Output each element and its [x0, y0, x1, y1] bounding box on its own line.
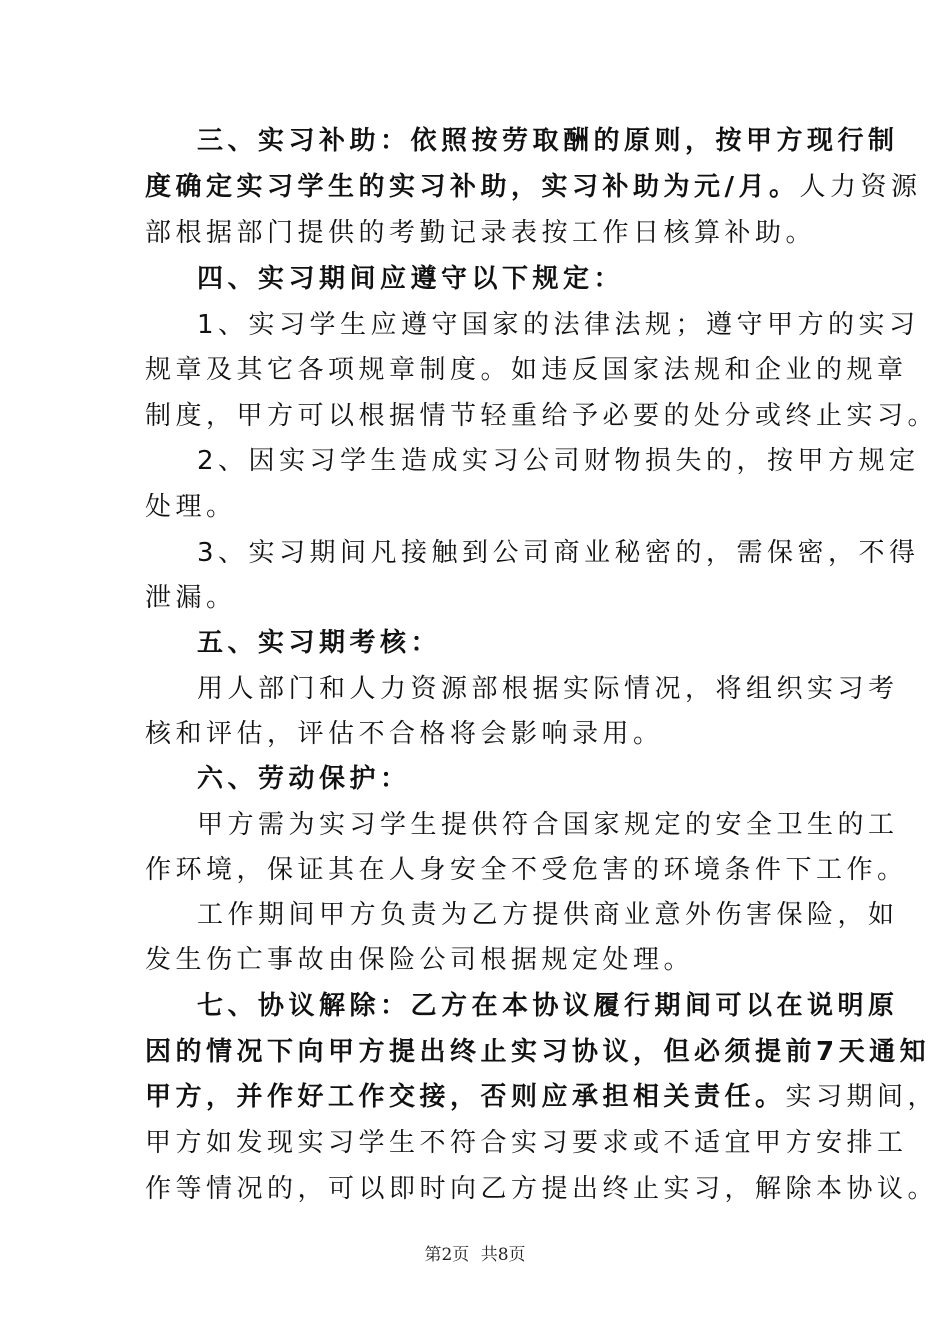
text-line: 工作期间甲方负责为乙方提供商业意外伤害保险，如 — [197, 900, 899, 930]
section-heading: 四、实习期间应遵守以下规定： — [197, 264, 625, 294]
text-line: 规章及其它各项规章制度。如违反国家法规和企业的规章 — [145, 355, 908, 385]
text-line: 处理。 — [145, 492, 237, 522]
text-line: 泄漏。 — [145, 583, 237, 613]
text-line: 1、实习学生应遵守国家的法律法规；遵守甲方的实习 — [197, 310, 920, 340]
text-line: 因的情况下向甲方提出终止实习协议，但必须提前7天通知 — [145, 1037, 931, 1067]
text-line: 七、协议解除：乙方在本协议履行期间可以在说明原 — [197, 991, 899, 1021]
section-heading: 六、劳动保护： — [197, 764, 411, 794]
text-line: 用人部门和人力资源部根据实际情况，将组织实习考 — [197, 674, 899, 704]
text-line: 甲方如发现实习学生不符合实习要求或不适宜甲方安排工 — [145, 1128, 908, 1158]
page-footer — [0, 1240, 950, 1265]
text-line: 作环境，保证其在人身安全不受危害的环境条件下工作。 — [145, 855, 908, 885]
text-line: 发生伤亡事故由保险公司根据规定处理。 — [145, 945, 695, 975]
text-line: 制度，甲方可以根据情节轻重给予必要的处分或终止实习。 — [145, 401, 939, 431]
text-line: 度确定实习学生的实习补助，实习补助为元/月。人力资源 — [145, 172, 922, 202]
page-total: 共8页 — [480, 1245, 526, 1265]
text-line: 三、实习补助：依照按劳取酬的原则，按甲方现行制 — [197, 126, 899, 156]
text-line: 甲方，并作好工作交接，否则应承担相关责任。实习期间， — [145, 1082, 939, 1112]
text-line: 3、实习期间凡接触到公司商业秘密的，需保密，不得 — [197, 538, 920, 568]
text-line: 2、因实习学生造成实习公司财物损失的，按甲方规定 — [197, 446, 920, 476]
page-number: 第2页 — [424, 1245, 470, 1265]
section-heading: 五、实习期考核： — [197, 628, 442, 658]
text-line: 核和评估，评估不合格将会影响录用。 — [145, 719, 664, 749]
text-line: 部根据部门提供的考勤记录表按工作日核算补助。 — [145, 218, 817, 248]
text-line: 作等情况的，可以即时向乙方提出终止实习，解除本协议。 — [145, 1174, 939, 1204]
text-line: 甲方需为实习学生提供符合国家规定的安全卫生的工 — [197, 810, 899, 840]
